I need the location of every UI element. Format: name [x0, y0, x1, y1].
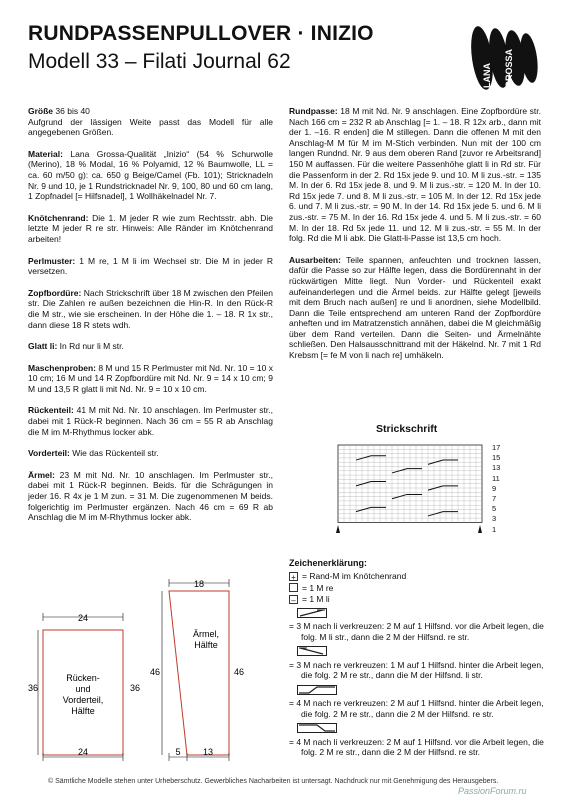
body-label-line1: Rücken-: [66, 673, 100, 683]
svg-text:GROSSA: GROSSA: [504, 48, 514, 88]
sleeve-bottom-measure-b: 13: [202, 747, 214, 757]
sleeve-top-measure: 18: [193, 579, 205, 589]
legend-item-knit: = 1 M re: [289, 583, 544, 594]
body-label-line2: und: [75, 684, 91, 694]
knitting-chart: [330, 443, 490, 535]
watermark: PassionForum.ru: [458, 786, 527, 796]
edge-stitch-symbol: +: [289, 572, 298, 581]
knit-stitch-symbol: [289, 583, 298, 592]
page-subtitle: Modell 33 – Filati Journal 62: [28, 50, 291, 73]
body-bottom-measure: 24: [77, 747, 89, 757]
zopfbordure-section: Zopfbordüre: Nach Strickschrift über 18 M zwischen den Pfeilen str. Die Zahlen re außen bezeichnen die Hin-R. In den Rück-R die M str., wie sie erscheinen. In der Höhe die 1. – 18. R 1x str., dann diese 18 R stets wdh.: [28, 287, 273, 330]
rundpasse-section: Rundpasse: 18 M mit Nd. Nr. 9 anschlagen. Eine Zopfbordüre str. Nach 166 cm = 232 R ab Anschlag [= 1. – 18. R 12x arb., dann mit der 1. –16. R enden] die M stillegen. Dann die offenen M mit den Anschlag-M M für M im M-Stich verbinden. Nun mit der 100 cm langen Rundnd. Nr. 9 aus dem oberen Rand [zuvor re Arbeitsrand] 150 M auffassen. Für die weitere Passenhöhe glatt li in Rd str. Für die Passenform in der 2. Rd 15x jede 9. und 10. M li zus.-str. = 135 M. In der 6. Rd 15x jede 8. und 9. M li zus.-str. = 120 M. In der 10. Rd 15x jede 7. und 8. M li zus.-str. = 105 M. In der 12. Rd 15x jede 6. und 7. M li zus.-str. = 90 M. In der 14. Rd 15x jede 5. und 6. M li zus.-str. = 75 M. In der 16. Rd 15x jede 4. und 5. M li zus.-str. = 60 M. In der 18. Rd 5x jede 11. und 12. M li zus.-str. = 55 M. In der folg. Rd die M li abk. Die Glatt-li-Passe ist 13,5 cm hoch.: [289, 106, 541, 244]
start-arrow-left: [336, 525, 340, 533]
sleeve-height-measure-right: 46: [234, 667, 245, 677]
size-schematic: [28, 575, 268, 770]
cable-4-right-symbol: [297, 685, 337, 695]
body-label-line3: Vorderteil,: [62, 695, 104, 705]
body-top-measure: 24: [77, 613, 89, 623]
sleeve-bottom-measure-a: 5: [175, 747, 181, 757]
instructions-left-column: [28, 106, 273, 534]
chart-row-numbers: 17 15 13 11 9 7 5 3 1: [492, 443, 501, 534]
body-height-measure: 36: [28, 683, 39, 693]
sleeve-piece-outline: [169, 591, 229, 755]
knoetchenrand-section: Knötchenrand: Die 1. M jeder R wie zum Rechtsstr. abh. Die letzte M jeder R re str. Hinweis: Alle Ränder im Knötchenrand arbeiten!: [28, 212, 273, 244]
legend-cable-3-right: = 3 M nach re verkreuzen: 1 M auf 1 Hilfsnd. hinter die Arbeit legen, die folg. 2 M re str., dann die M der Hilfsnd. li str.: [289, 659, 544, 680]
ausarbeiten-section: Ausarbeiten: Teile spannen, anfeuchten und trocknen lassen, dafür die Passe so zur Hälfte legen, dass die Bordürennaht in der rückwärtigen Mitte liegt. Nun Vorder- und Rückenteil exakt aufeinanderlegen und die Ärmel beids. zur Hälfte gelegt [jeweils mit dem Bruch nach außen] re und li anordnen, siehe Modellbild. Dann die Teile entsprechend am unteren Rand der Zopfbordüre anheften und im Matratzenstich annähen, dabei die M gleichmäßig über dem Rand verteilen. Dann die Seiten- und Ärmelnähte schließen. Den Halsausschnittrand mit der Häkelnd. Nr. 7 mit 1 Rd Krebsm [= fe M von li nach re] umhäkeln.: [289, 254, 541, 361]
glatt-li-section: Glatt li: In Rd nur li M str.: [28, 341, 124, 352]
legend-cable-4-left: = 4 M nach li verkreuzen: 2 M auf 1 Hilfsnd. vor die Arbeit legen, die folg. 2 M re str., dann die 2 M der Hilfsnd. re str.: [289, 736, 544, 757]
legend-item-edge: + = Rand-M im Knötchenrand: [289, 571, 544, 582]
body-height-measure-right: 36: [130, 683, 141, 693]
maschenproben-section: Maschenproben: 8 M und 15 R Perlmuster mit Nd. Nr. 10 = 10 x 10 cm; 16 M und 14 R Zopfbordüre mit Nd. Nr. 9 = 14 x 10 cm; 9 M und 13,5 R glatt li mit Nd. Nr. 9 = 10 x 10 cm.: [28, 362, 273, 394]
legend-cable-4-right: = 4 M nach re verkreuzen: 2 M auf 1 Hilfsnd. hinter die Arbeit legen, die folg. 2 M re str., dann die 2 M der Hilfsnd. re str.: [289, 698, 544, 719]
start-arrow-right: [478, 525, 482, 533]
legend-item-purl: – = 1 M li: [289, 594, 544, 605]
instructions-right-column: [289, 106, 541, 372]
cable-3-right-symbol: [297, 646, 327, 656]
cable-3-left-symbol: [297, 608, 327, 618]
copyright-footer: © Sämtliche Modelle stehen unter Urheberschutz. Gewerbliches Nacharbeiten ist untersagt. Nachdruck nur mit Genehmigung des Herausgebers.: [48, 778, 499, 785]
perlmuster-section: Perlmuster: 1 M re, 1 M li im Wechsel str. Die M in jeder R versetzen.: [28, 255, 273, 277]
sleeve-height-measure: 46: [150, 667, 161, 677]
chart-grid: [338, 445, 482, 522]
rueckenteil-section: Rückenteil: 41 M mit Nd. Nr. 10 anschlagen. Im Perlmuster str., dabei mit 1 Rück-R beginnen. Nach 36 cm = 55 R ab Anschlag die M im M-Rhythmus locker abk.: [28, 405, 273, 437]
legend-cable-3-left: = 3 M nach li verkreuzen: 2 M auf 1 Hilfsnd. vor die Arbeit legen, die folg. M li str., dann die 2 M der Hilfsnd. re str.: [289, 621, 544, 642]
cable-4-left-symbol: [297, 723, 337, 733]
svg-text:LANA: LANA: [482, 63, 492, 88]
chart-title: Strickschrift: [376, 423, 438, 435]
purl-stitch-symbol: –: [289, 595, 298, 604]
sleeve-label-line2: Hälfte: [194, 640, 218, 650]
material-section: Material: Lana Grossa-Qualität „Inizio“ (54 % Schurwolle (Merino), 18 % Modal, 16 % Polyamid, 12 % Baumwolle, LL = ca. 60 m/50 g): ca. 650 g Beige/Camel (Fb. 101); Stricknadeln Nr. 9 und 10, je 1 Rundstricknadel Nr. 9, 100, 80 und 60 cm lang, 1 Zopfnadel [= Hilfsnadel], 1 Wollhäkelnadel Nr. 7.: [28, 148, 273, 202]
body-label-line4: Hälfte: [71, 706, 95, 716]
page-title: RUNDPASSENPULLOVER · INIZIO: [28, 22, 374, 45]
legend: [289, 571, 544, 760]
aermel-section: Ärmel: 23 M mit Nd. Nr. 10 anschlagen. Im Perlmuster str., dabei mit 1 Rück-R beginnen. Beids. für die Schrägungen in jeder 16. R 4x je 1 M zun. = 31 M. Die zugenommenen M beids. folgerichtig im Perlmuster ergänzen. Nach 46 cm = 69 R ab Anschlag die M im M-Rhythmus locker abk.: [28, 469, 273, 523]
vorderteil-section: Vorderteil: Wie das Rückenteil str.: [28, 448, 159, 459]
sleeve-label-line1: Ärmel,: [192, 629, 220, 639]
lana-grossa-logo: [468, 22, 540, 94]
groesse-section: Größe 36 bis 40 Aufgrund der lässigen Weite passt das Modell für alle angegebenen Größen.: [28, 106, 273, 138]
legend-title: Zeichenerklärung:: [289, 558, 368, 568]
